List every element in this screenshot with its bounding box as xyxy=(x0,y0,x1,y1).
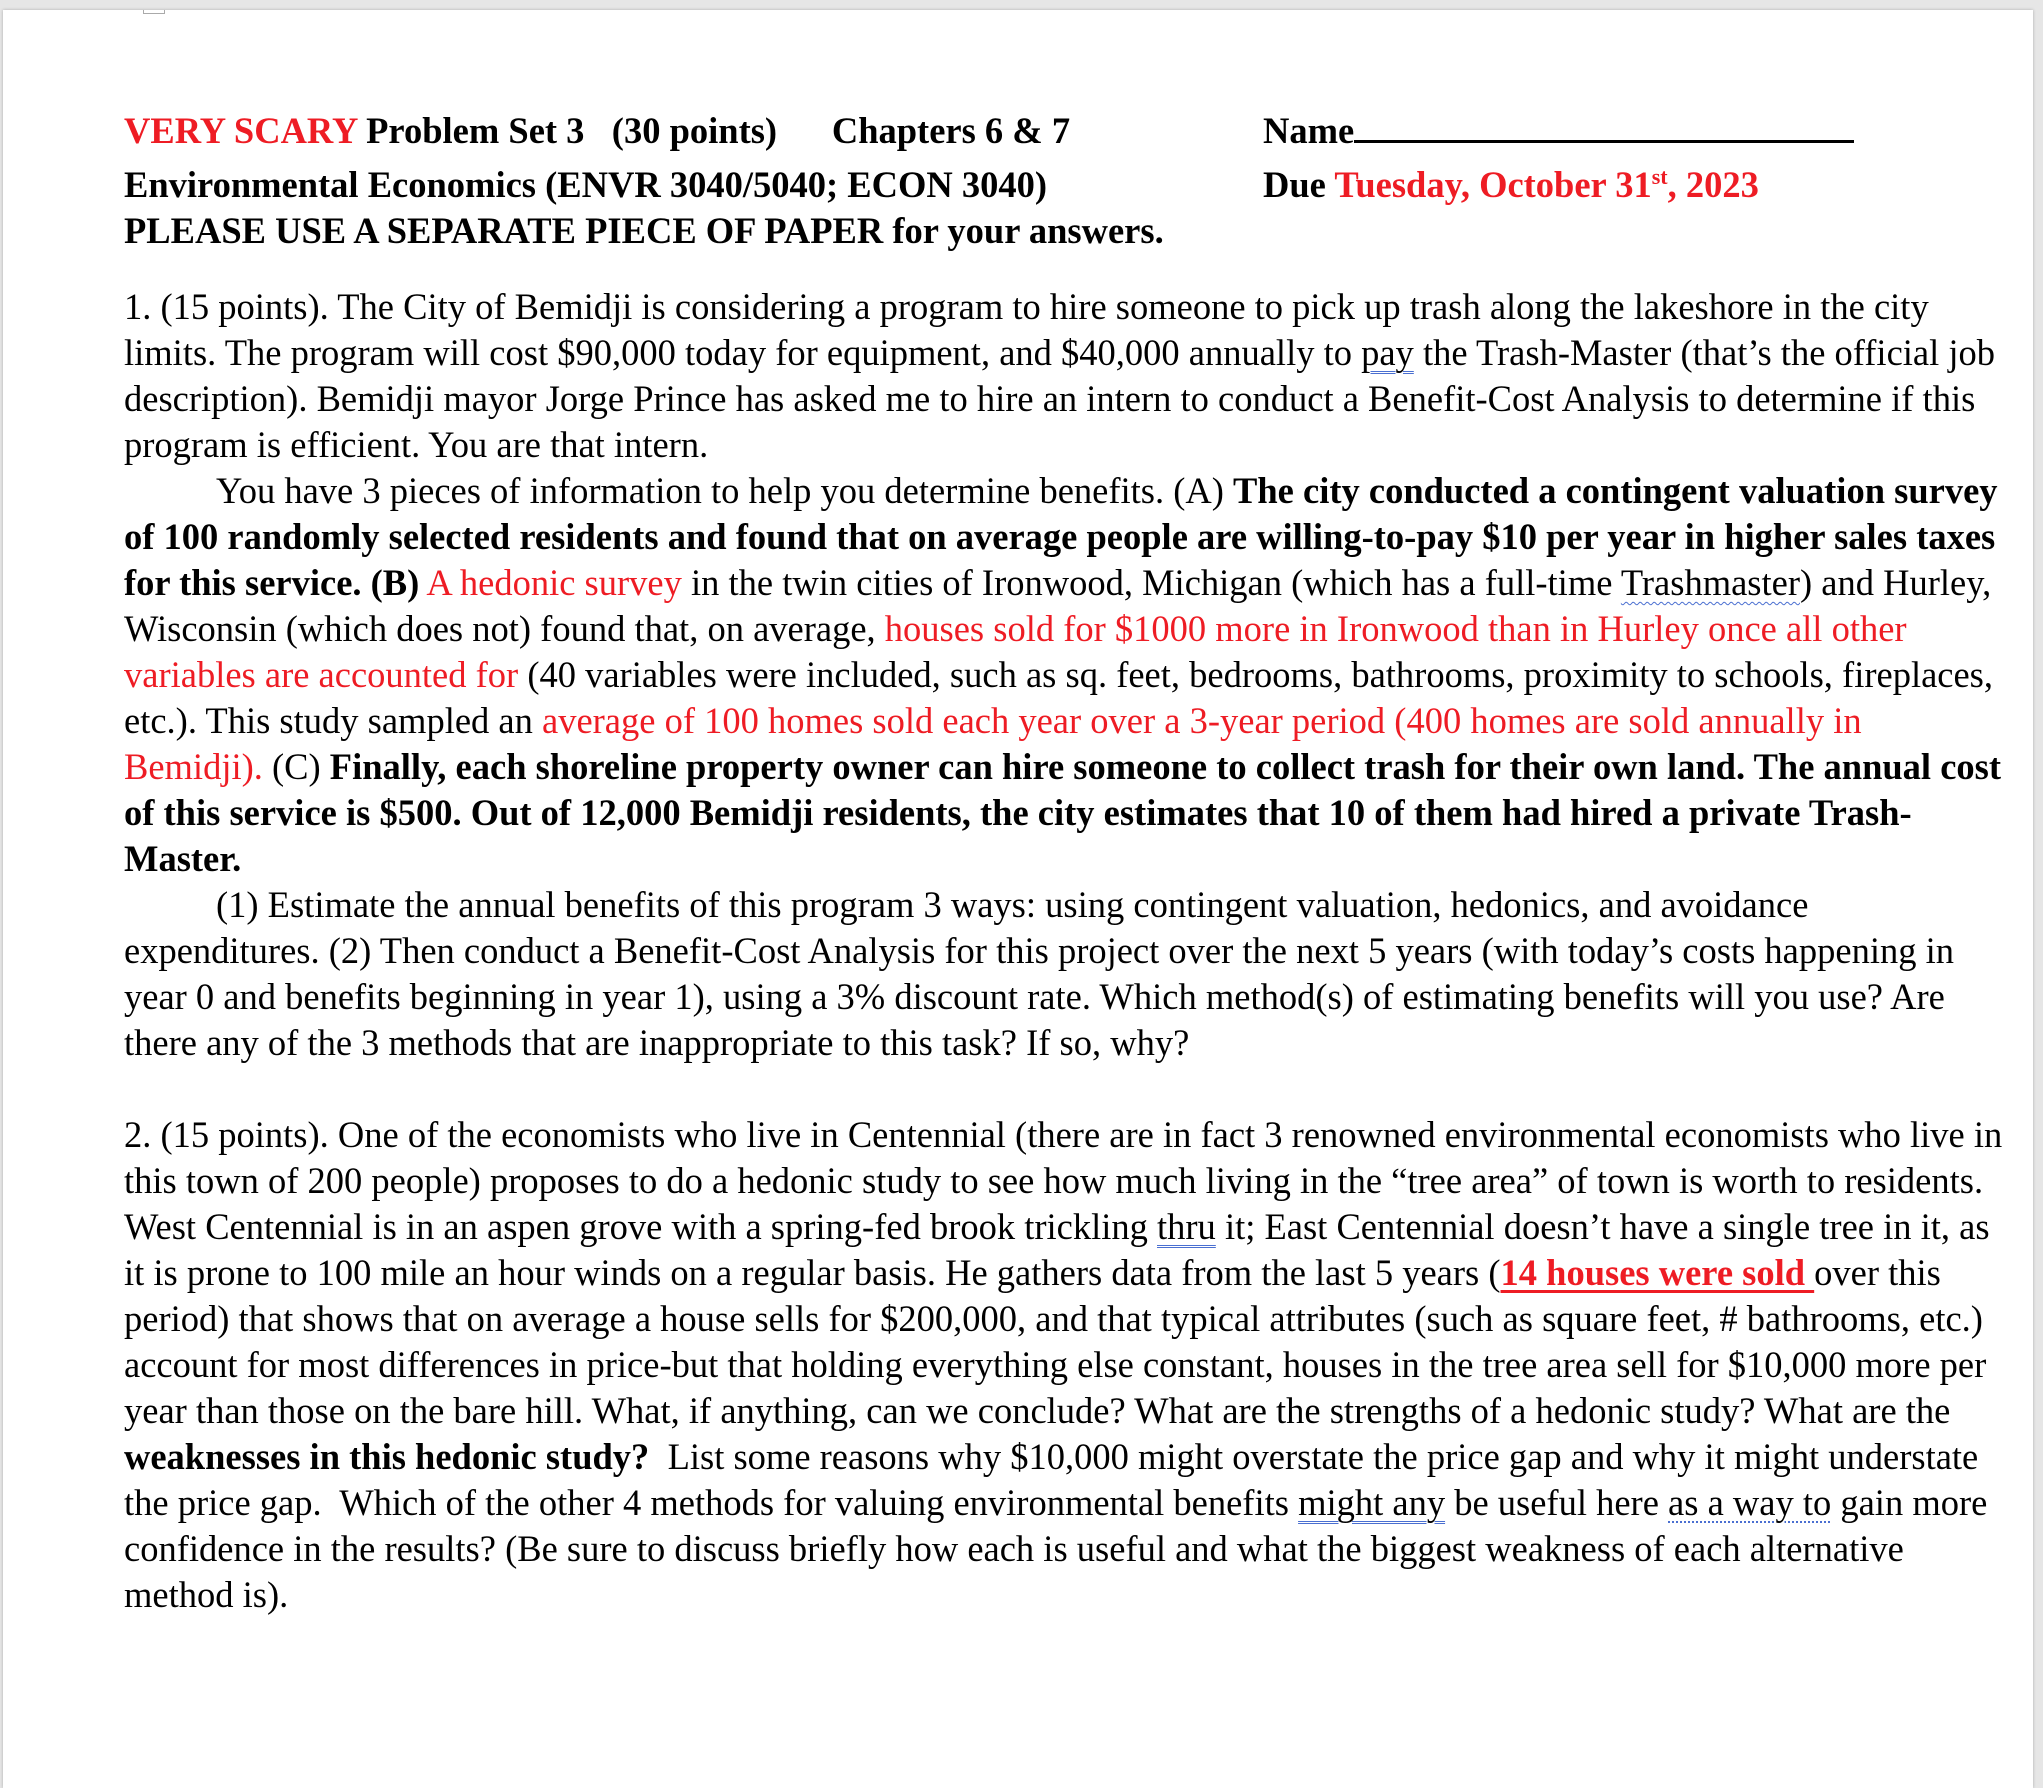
houses-sold-highlight: 14 houses were sold xyxy=(1500,1252,1815,1294)
q1-paragraph-1: 1. (15 points). The City of Bemidji is considering a program to hire someone to pick up trash along the lakeshore in the city limits. The program will cost $90,000 today for equipment, and $40,000 annually to pay the Trash-Master (that’s the official job description). Bemidji mayor Jorge Prince has asked me to hire an intern to conduct a Benefit-Cost Analysis to determine if this program is efficient. You are that intern. xyxy=(124,286,1996,466)
name-label: Name xyxy=(1263,110,1355,151)
spacer xyxy=(124,254,2004,284)
document-page xyxy=(3,10,2033,1788)
might-any-underlined: might any xyxy=(1298,1482,1446,1524)
spacer xyxy=(124,1066,2004,1112)
q2-paragraph: 2. (15 points). One of the economists who live in Centennial (there are in fact 3 renowned environmental economists who live in this town of 200 people) proposes to do a hedonic study to see how much living in the “tree area” of town is worth to residents. West Centennial is in an aspen grove with a spring-fed brook trickling thru it; East Centennial doesn’t have a single tree in it, as it is prone to 100 mile an hour winds on a regular basis. He gathers data from the last 5 years (14 houses were sold over this period) that shows that on average a house sells for $200,000, and that typical attributes (such as square feet, # bathrooms, etc.) account for most differences in price-but that holding everything else constant, houses in the tree area sell for $10,000 more per year than those on the bare hill. What, if anything, can we conclude? What are the strengths of a hedonic study? What are the weaknesses in this hedonic study? List some reasons why $10,000 might overstate the price gap and why it might understate the price gap. Which of the other 4 methods for valuing environmental benefits might any be useful here as a way to gain more confidence in the results? (Be sure to discuss briefly how each is useful and what the biggest weakness of each alternative method is). xyxy=(124,1114,2003,1616)
document-content xyxy=(124,104,2004,1618)
due-date: Tuesday, October 31st, 2023 xyxy=(1334,164,1759,206)
header-line-1 xyxy=(124,104,2004,154)
q1-paragraph-3: (1) Estimate the annual benefits of this program 3 ways: using contingent valuation, hedonics, and avoidance expenditures. (2) Then conduct a Benefit-Cost Analysis for this project over the next 5 years (with today’s costs happening in year 0 and benefits beginning in year 1), using a 3% discount rate. Which method(s) of estimating benefits will you use? Are there any of the 3 methods that are inappropriate to this task? If so, why? xyxy=(124,884,1954,1064)
pay-underlined: pay xyxy=(1361,332,1414,374)
name-blank-line xyxy=(1354,104,1854,143)
trashmaster-underlined: Trashmaster xyxy=(1620,562,1801,604)
course-title: Environmental Economics (ENVR 3040/5040; ECON 3040) xyxy=(124,164,1047,206)
header-line-2 xyxy=(124,154,2004,208)
very-scary-label: VERY SCARY xyxy=(124,110,358,151)
problem-set-title: Problem Set 3 (30 points) Chapters 6 & 7 xyxy=(357,110,1071,151)
q1-paragraph-2: You have 3 pieces of information to help you determine benefits. (A) The city conducted a contingent valuation survey of 100 randomly selected residents and found that on average people are willing-to-pay $10 per year in higher sales taxes for this service. (B) A hedonic survey in the twin cities of Ironwood, Michigan (which has a full-time Trashmaster) and Hurley, Wisconsin (which does not) found that, on average, houses sold for $1000 more in Ironwood than in Hurley once all other variables are accounted for (40 variables were included, such as sq. feet, bedrooms, bathrooms, proximity to schools, fireplaces, etc.). This study sampled an average of 100 homes sold each year over a 3-year period (400 homes are sold annually in Bemidji). (C) Finally, each shoreline property owner can hire someone to collect trash for their own land. The annual cost of this service is $500. Out of 12,000 Bemidji residents, the city estimates that 10 of them had hired a private Trash-Master. xyxy=(124,470,2002,880)
page-corner-marker xyxy=(143,10,165,14)
due-label: Due xyxy=(1263,164,1335,206)
as-a-way-to-underlined: as a way to xyxy=(1668,1482,1832,1524)
instruction-line: PLEASE USE A SEPARATE PIECE OF PAPER for your answers. xyxy=(124,210,1164,252)
thru-underlined: thru xyxy=(1157,1206,1216,1248)
